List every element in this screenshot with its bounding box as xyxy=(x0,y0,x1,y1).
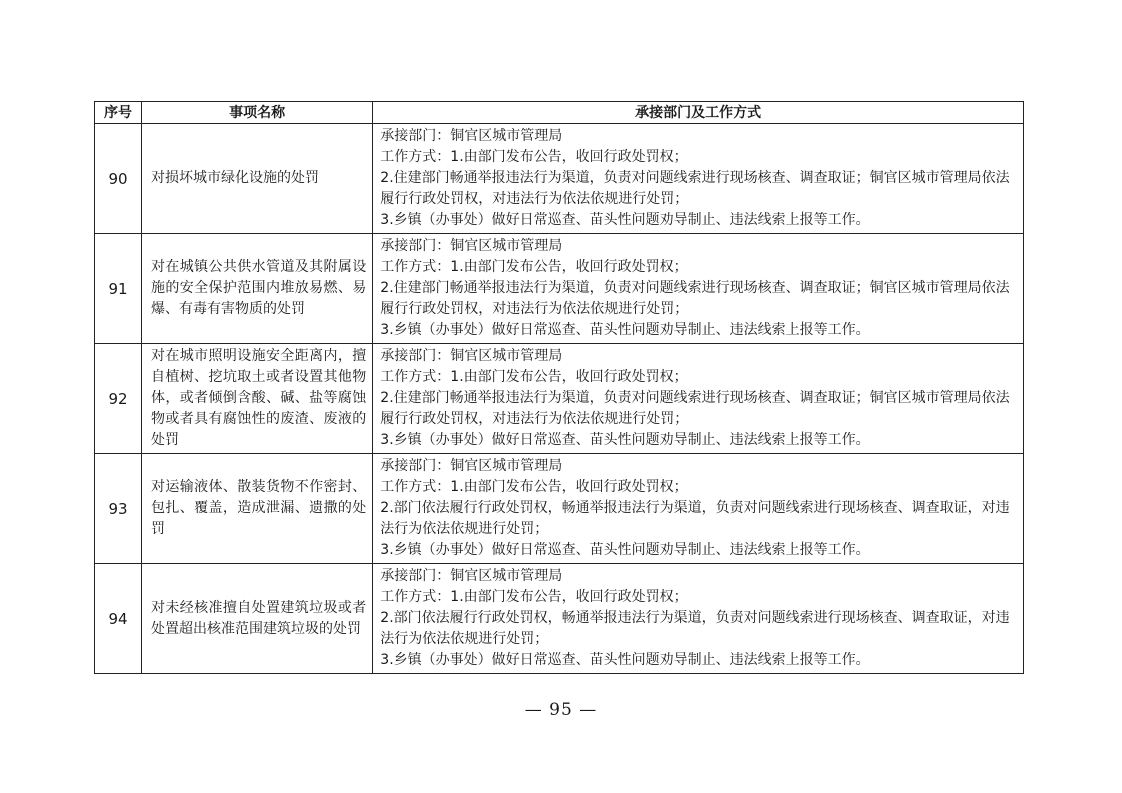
item-name: 对未经核准擅自处置建筑垃圾或者处置超出核准范围建筑垃圾的处罚 xyxy=(142,564,373,674)
detail-line: 工作方式：1.由部门发布公告，收回行政处罚权； xyxy=(380,259,688,275)
item-name: 对运输液体、散装货物不作密封、包扎、覆盖，造成泄漏、遗撒的处罚 xyxy=(142,454,373,564)
detail-line: 承接部门：铜官区城市管理局 xyxy=(380,458,563,474)
department-method xyxy=(373,124,1024,234)
detail-line: 承接部门：铜官区城市管理局 xyxy=(380,238,563,254)
detail-line: 2.部门依法履行行政处罚权，畅通举报违法行为渠道，负责对问题线索进行现场核查、调查取证，对违法行为依法依规进行处罚； xyxy=(380,500,1010,537)
table-row xyxy=(95,564,1024,674)
detail-line: 承接部门：铜官区城市管理局 xyxy=(380,568,563,584)
detail-line: 3.乡镇（办事处）做好日常巡查、苗头性问题劝导制止、违法线索上报等工作。 xyxy=(380,322,870,338)
table-row xyxy=(95,124,1024,234)
detail-line: 2.住建部门畅通举报违法行为渠道，负责对问题线索进行现场核查、调查取证；铜官区城市管理局依法履行行政处罚权，对违法行为依法依规进行处罚； xyxy=(380,170,1010,207)
detail-line: 2.住建部门畅通举报违法行为渠道，负责对问题线索进行现场核查、调查取证；铜官区城市管理局依法履行行政处罚权，对违法行为依法依规进行处罚； xyxy=(380,390,1010,427)
detail-line: 工作方式：1.由部门发布公告，收回行政处罚权； xyxy=(380,589,688,605)
item-name: 对在城镇公共供水管道及其附属设施的安全保护范围内堆放易燃、易爆、有毒有害物质的处罚 xyxy=(142,234,373,344)
table-header xyxy=(95,102,1024,124)
item-name: 对损坏城市绿化设施的处罚 xyxy=(142,124,373,234)
department-method xyxy=(373,234,1024,344)
department-method xyxy=(373,454,1024,564)
detail-line: 3.乡镇（办事处）做好日常巡查、苗头性问题劝导制止、违法线索上报等工作。 xyxy=(380,542,870,558)
header-serial-number: 序号 xyxy=(95,102,142,124)
row-number: 92 xyxy=(95,344,142,454)
table-row xyxy=(95,234,1024,344)
detail-line: 2.部门依法履行行政处罚权，畅通举报违法行为渠道，负责对问题线索进行现场核查、调查取证，对违法行为依法依规进行处罚； xyxy=(380,610,1010,647)
detail-line: 工作方式：1.由部门发布公告，收回行政处罚权； xyxy=(380,149,688,165)
header-row xyxy=(95,102,1024,124)
item-name: 对在城市照明设施安全距离内，擅自植树、挖坑取土或者设置其他物体，或者倾倒含酸、碱、盐等腐蚀物或者具有腐蚀性的废渣、废液的处罚 xyxy=(142,344,373,454)
department-method xyxy=(373,344,1024,454)
table-row xyxy=(95,454,1024,564)
detail-line: 工作方式：1.由部门发布公告，收回行政处罚权； xyxy=(380,479,688,495)
department-method xyxy=(373,564,1024,674)
detail-line: 3.乡镇（办事处）做好日常巡查、苗头性问题劝导制止、违法线索上报等工作。 xyxy=(380,432,870,448)
table-row xyxy=(95,344,1024,454)
detail-line: 承接部门：铜官区城市管理局 xyxy=(380,348,563,364)
header-item-name: 事项名称 xyxy=(142,102,373,124)
row-number: 91 xyxy=(95,234,142,344)
detail-line: 3.乡镇（办事处）做好日常巡查、苗头性问题劝导制止、违法线索上报等工作。 xyxy=(380,652,870,668)
table-body xyxy=(95,124,1024,674)
detail-line: 2.住建部门畅通举报违法行为渠道，负责对问题线索进行现场核查、调查取证；铜官区城市管理局依法履行行政处罚权，对违法行为依法依规进行处罚； xyxy=(380,280,1010,317)
detail-line: 工作方式：1.由部门发布公告，收回行政处罚权； xyxy=(380,369,688,385)
detail-line: 3.乡镇（办事处）做好日常巡查、苗头性问题劝导制止、违法线索上报等工作。 xyxy=(380,212,870,228)
header-department-method: 承接部门及工作方式 xyxy=(373,102,1024,124)
row-number: 90 xyxy=(95,124,142,234)
row-number: 93 xyxy=(95,454,142,564)
items-table xyxy=(94,101,1024,674)
page-number: — 95 — xyxy=(524,700,598,720)
row-number: 94 xyxy=(95,564,142,674)
detail-line: 承接部门：铜官区城市管理局 xyxy=(380,128,563,144)
